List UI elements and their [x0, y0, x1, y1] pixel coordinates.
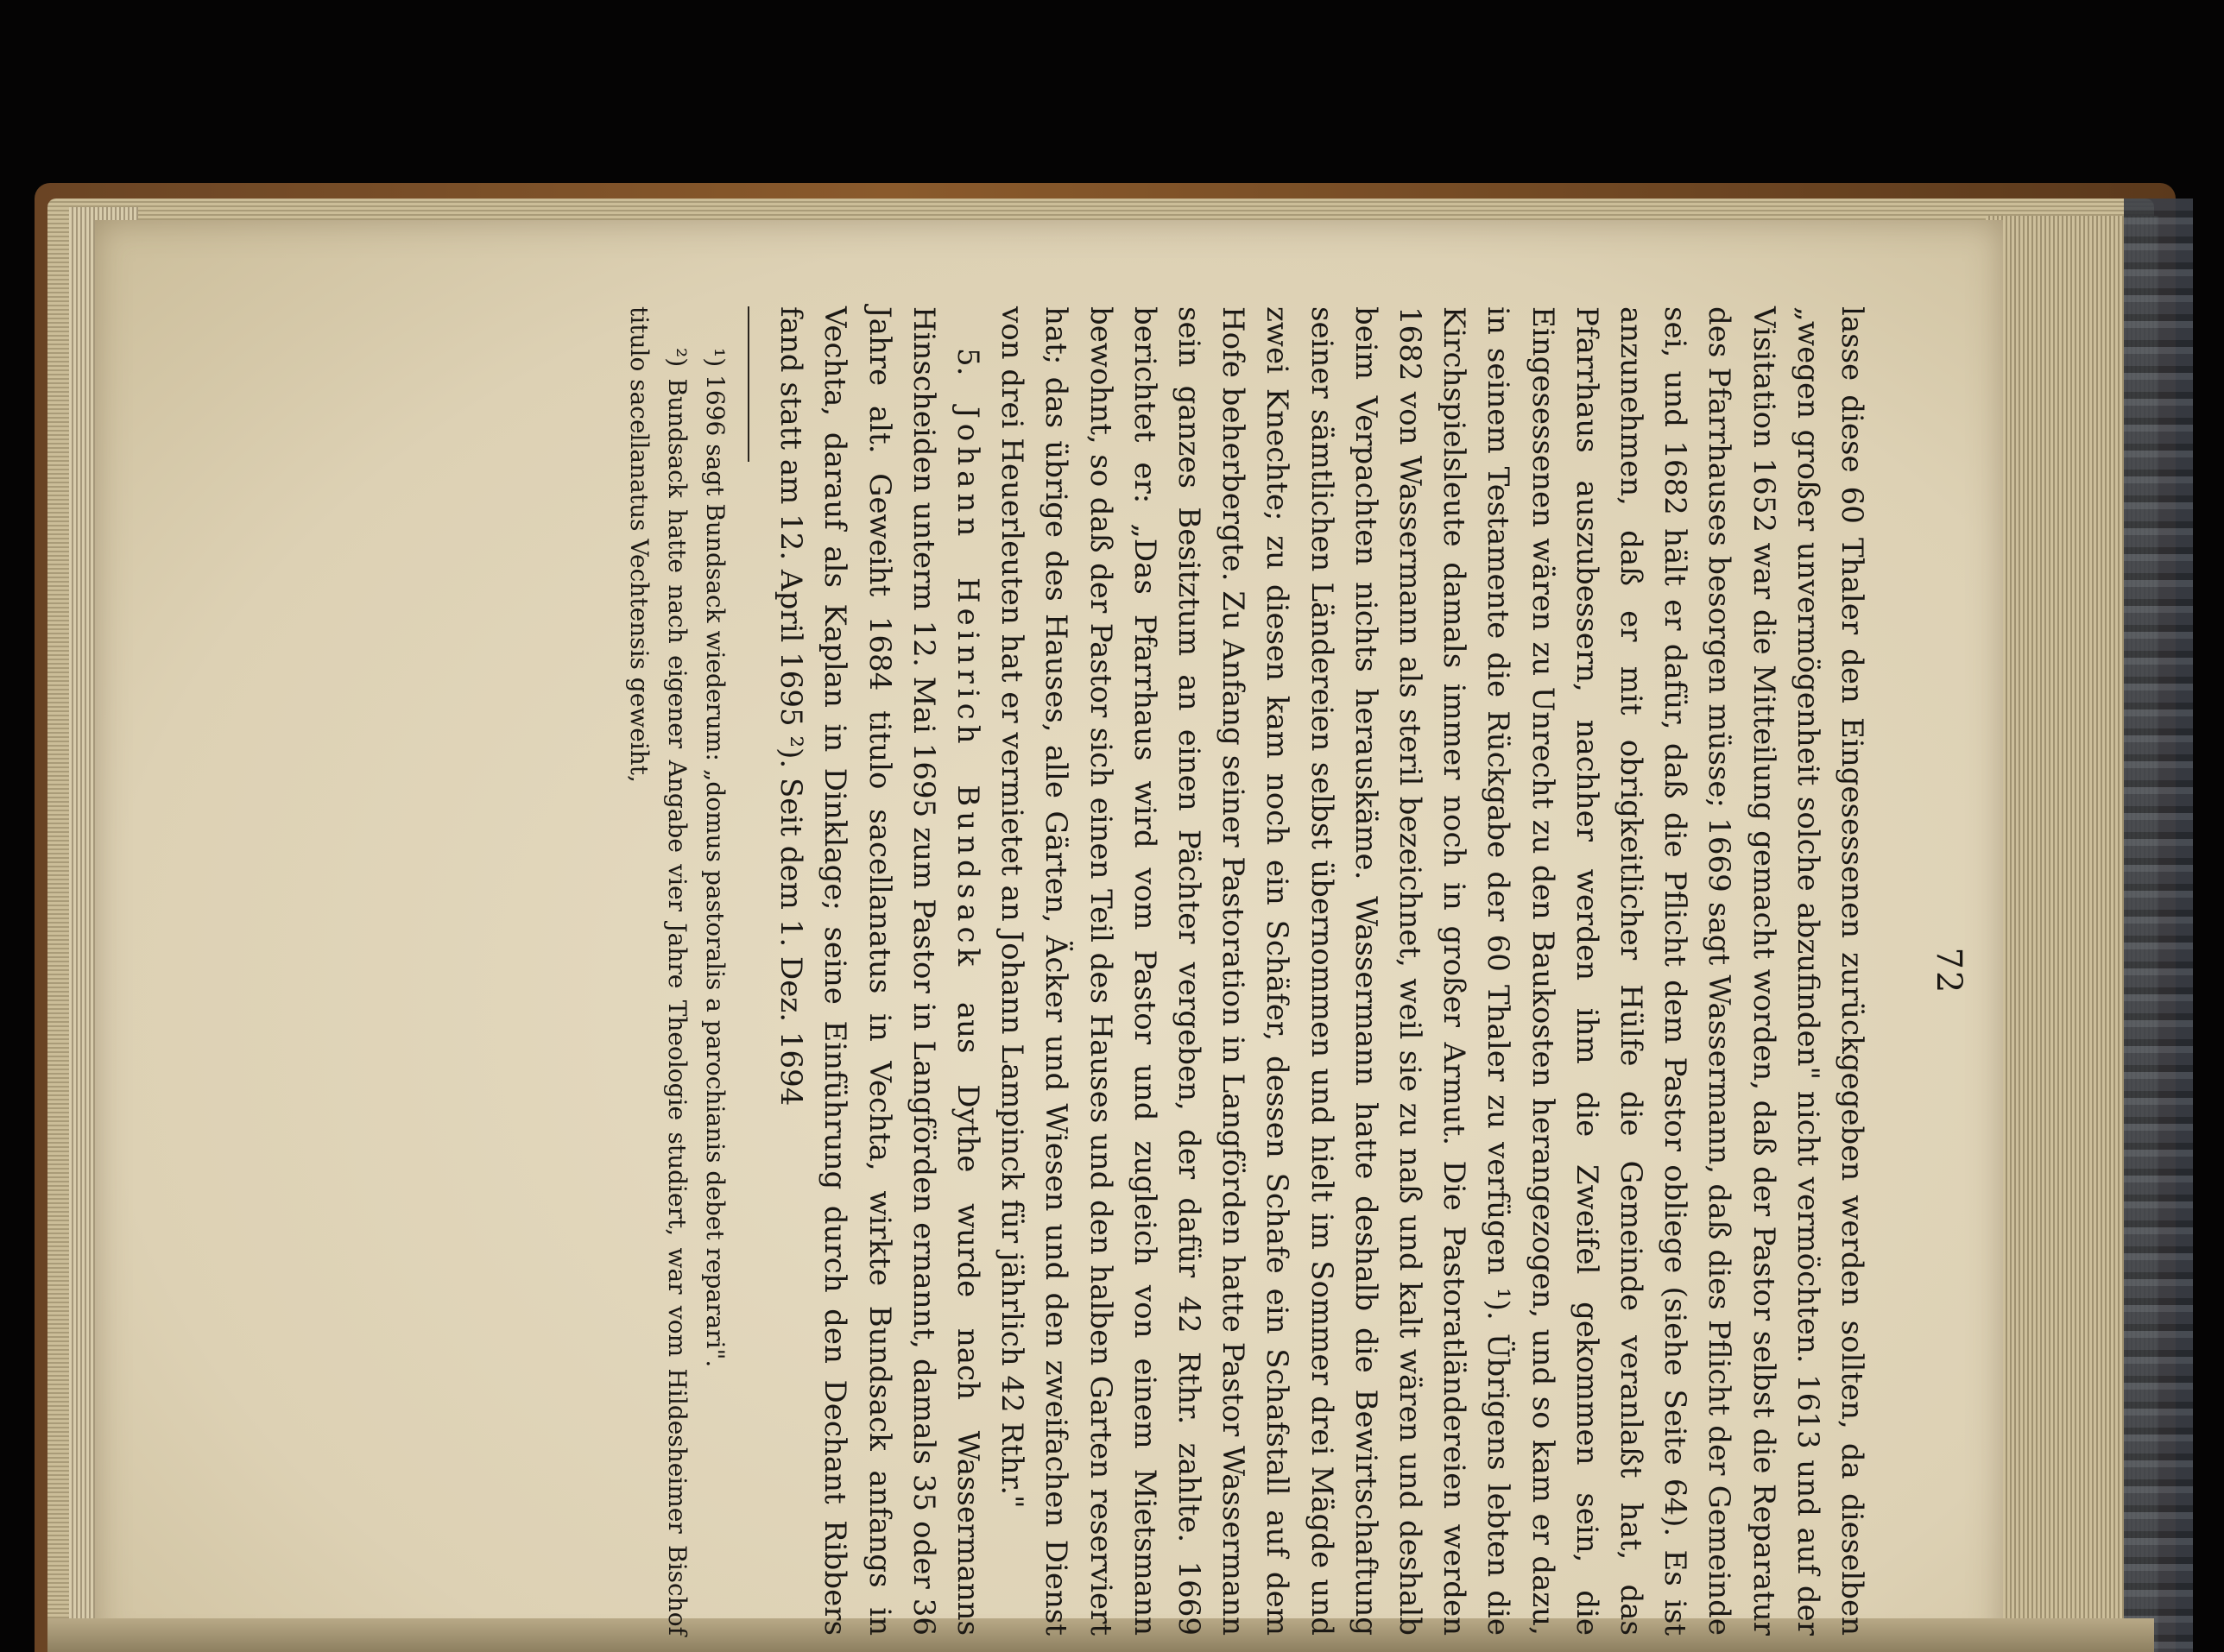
footnote-divider [748, 306, 749, 462]
paragraph-5 [768, 306, 989, 1636]
pastor-name: Johann Heinrich Bundsack [950, 407, 985, 972]
footnotes [620, 306, 734, 1636]
paragraph-5-number: 5. [950, 348, 985, 376]
page-number: 72 [1929, 947, 1968, 995]
footnote-2: ²) Bundsack hatte nach eigener Angabe vier Jahre Theologie studiert, war vom Hildesheimer Bischof titulo sacellanatus Vechtensis geweiht, [624, 306, 692, 1636]
page-text-block [328, 306, 1968, 1636]
footnote-1: ¹) 1696 sagt Bundsack wiederum: „domus pastoralis a parochianis debet reparari". [700, 348, 730, 1368]
book-spine [2124, 199, 2193, 1652]
paragraph-4: lasse diese 60 Thaler den Eingesessenen zurückgegeben werden sollten, da dieselben „wegen großer unvermögenheit solche abzufinden" nicht vermöchten. 1613 und auf der Visitation 1652 war die Mitteilung gemacht worden, daß der Pastor selbst die Reparatur des Pfarrhauses besorgen müsse; 1669 sagt Wassermann, daß dies Pflicht der Gemeinde sei, und 1682 hält er dafür, daß die Pflicht dem Pastor obliege (siehe Seite 64). Es ist anzunehmen, daß er mit obrigkeitlicher Hülfe die Gemeinde veranlaßt hat, das Pfarrhaus auszubessern, nachher werden ihm die Zweifel gekommen sein, die Eingesessenen wären zu Unrecht zu den Baukosten herangezogen, und so kam er dazu, in seinem Testamente die Rückgabe der 60 Thaler zu verfügen ¹). Übrigens lebten die Kirchspielsleute damals immer noch in großer Armut. Die Pastoratländereien werden 1682 von Wassermann als steril bezeichnet, weil sie zu naß und kalt wären und deshalb beim Verpachten nichts herauskäme. Wassermann hatte deshalb die Bewirtschaftung seiner sämtlichen Ländereien selbst übernommen und hielt im Sommer drei Mägde und zwei Knechte; zu diesen kam noch ein Schäfer, dessen Schafe ein Schafstall auf dem Hofe beherbergte. Zu Anfang seiner Pastoration in Langförden hatte Pastor Wassermann sein ganzes Besitztum an einen Pächter vergeben, der dafür 42 Rthr. zahlte. 1669 berichtet er: „Das Pfarrhaus wird vom Pastor und zugleich von einem Mietsmann bewohnt, so daß der Pastor sich einen Teil des Hauses und den halben Garten reserviert hat; das übrige des Hauses, alle Gärten, Äcker und Wiesen und den zweifachen Dienst von drei Heuerleuten hat er vermietet an Johann Lampinck für jährlich 42 Rthr." [995, 306, 1869, 1636]
paragraph-5-text: aus Dythe wurde nach Wassermanns Hinscheiden unterm 12. Mai 1695 zum Pastor in Langförden ernannt, damals 35 oder 36 Jahre alt. Geweiht 1684 titulo sacellanatus in Vechta, wirkte Bundsack anfangs in Vechta, darauf als Kaplan in Dinklage; seine Einführung durch den Dechant Ribbers fand statt am 12. April 1695 ²). Seit dem 1. Dez. 1694 [774, 306, 985, 1636]
body-text [620, 306, 1873, 1636]
